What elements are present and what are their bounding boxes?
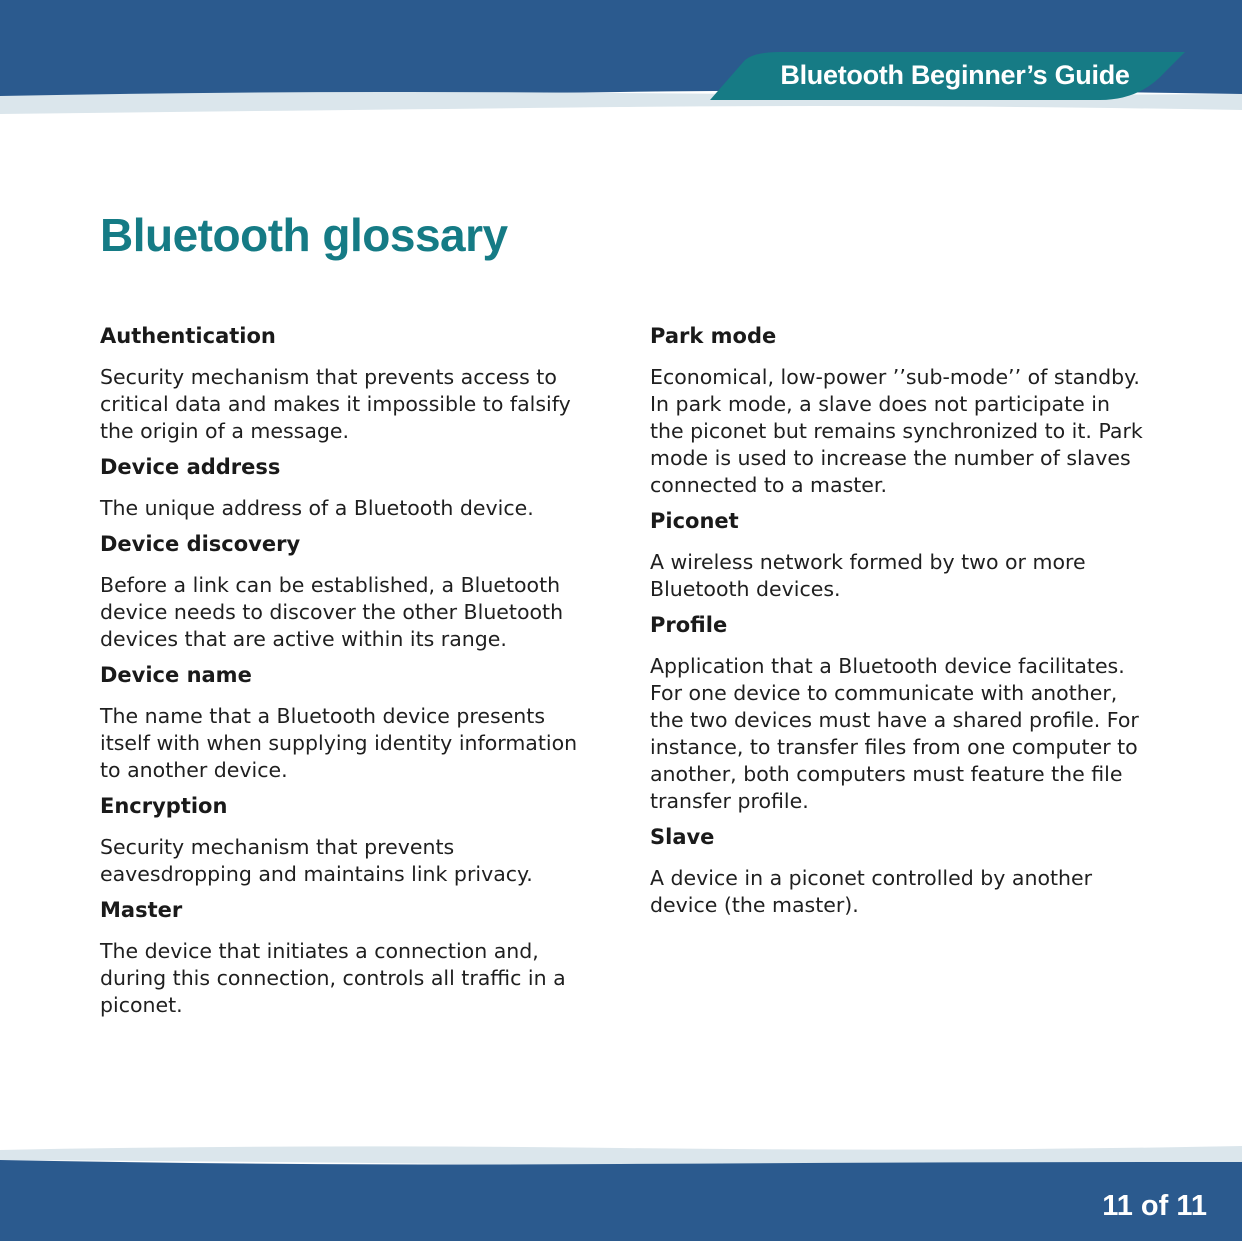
footer-blue-band — [0, 1160, 1242, 1241]
definition-profile: Application that a Bluetooth device facilitates. For one device to communicate with another, the two devices must have a shared profile. For instance, to transfer files from one computer to another, both computers must feature the file transfer profile. — [650, 654, 1139, 813]
definition-park-mode: Economical, low-power ’’sub-mode’’ of standby. In park mode, a slave does not participate in the piconet but remains synchronized to it. Park mode is used to increase the number of slaves connected to a master. — [650, 365, 1143, 497]
term-slave: Slave — [650, 825, 715, 849]
glossary-entry — [100, 453, 590, 522]
glossary-entry — [100, 530, 590, 653]
term-profile: Profile — [650, 613, 728, 637]
glossary-left-column — [100, 322, 590, 1027]
definition-device-name: The name that a Bluetooth device presents itself with when supplying identity information to another device. — [100, 704, 578, 782]
glossary-entry — [650, 507, 1150, 603]
term-encryption: Encryption — [100, 794, 228, 818]
definition-device-discovery: Before a link can be established, a Bluetooth device needs to discover the other Bluetooth devices that are active within its range. — [100, 573, 564, 651]
guide-title: Bluetooth Beginner’s Guide — [780, 60, 1130, 90]
footer-band — [0, 1140, 1242, 1241]
glossary-entry — [100, 896, 590, 1019]
glossary-entry — [650, 322, 1150, 499]
term-device-name: Device name — [100, 663, 252, 687]
term-master: Master — [100, 898, 183, 922]
definition-authentication: Security mechanism that prevents access to critical data and makes it impossible to falsify the origin of a message. — [100, 365, 571, 443]
definition-encryption: Security mechanism that prevents eavesdropping and maintains link privacy. — [100, 835, 533, 886]
page-title: Bluetooth glossary — [100, 209, 508, 261]
glossary-right-column — [650, 322, 1150, 927]
page-number: 11 of 11 — [1102, 1190, 1207, 1222]
term-device-discovery: Device discovery — [100, 532, 301, 556]
glossary-entry — [100, 661, 590, 784]
glossary-entry — [650, 611, 1150, 815]
term-piconet: Piconet — [650, 509, 739, 533]
glossary-entry — [100, 792, 590, 888]
term-park-mode: Park mode — [650, 324, 777, 348]
definition-master: The device that initiates a connection and, during this connection, controls all traffic in a piconet. — [100, 939, 566, 1017]
term-authentication: Authentication — [100, 324, 276, 348]
glossary-entry — [100, 322, 590, 445]
definition-slave: A device in a piconet controlled by another device (the master). — [650, 866, 1093, 917]
term-device-address: Device address — [100, 455, 281, 479]
definition-piconet: A wireless network formed by two or more Bluetooth devices. — [650, 550, 1086, 601]
definition-device-address: The unique address of a Bluetooth device. — [100, 496, 534, 520]
glossary-entry — [650, 823, 1150, 919]
